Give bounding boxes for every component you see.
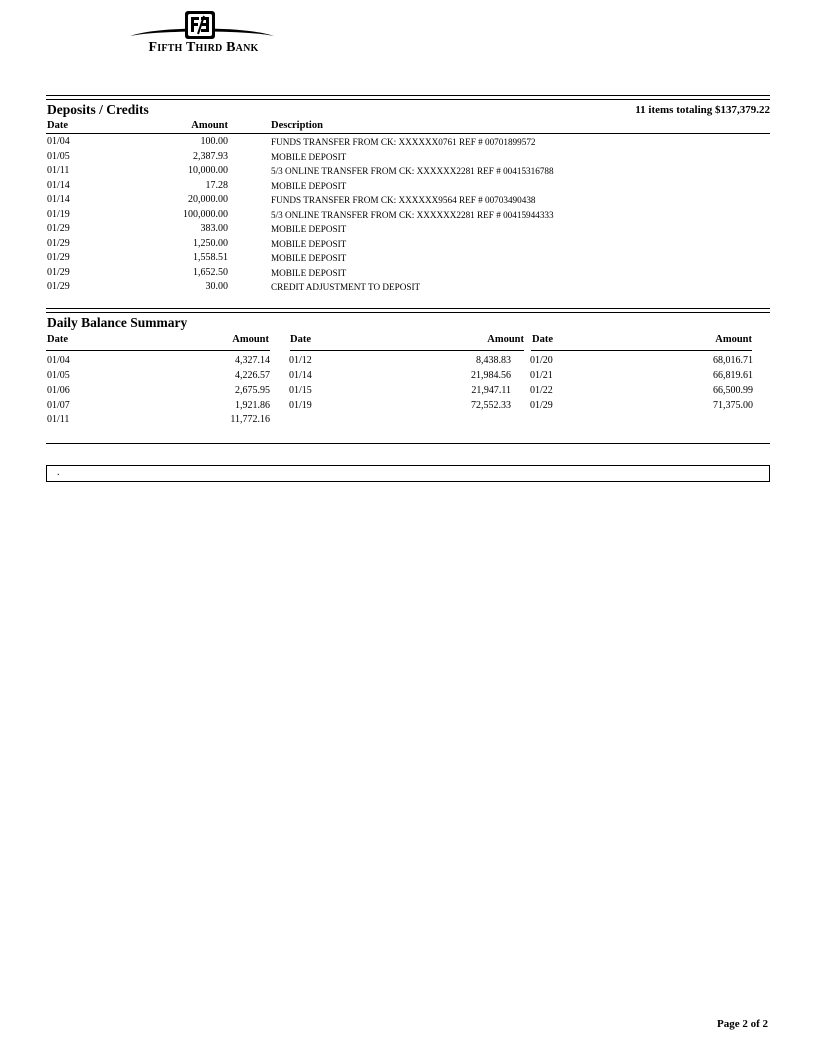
balance-date: 01/20 [530,355,553,366]
deposit-amount: 383.00 [200,223,228,234]
balance-amount-header: Amount [232,334,269,345]
bank-logo-icon [128,10,276,44]
deposits-header-rule [46,133,770,134]
deposits-description-header: Description [271,120,323,131]
deposit-description: MOBILE DEPOSIT [271,151,347,162]
deposit-description: MOBILE DEPOSIT [271,224,347,234]
deposit-description: MOBILE DEPOSIT [271,253,347,263]
page-number: Page 2 of 2 [716,1018,768,1030]
deposits-title: Deposits / Credits [47,102,149,117]
deposit-amount: 20,000.00 [188,194,228,205]
deposit-amount: 1,652.50 [193,266,228,278]
footer-note: . [57,467,60,478]
balance-date: 01/04 [47,355,70,366]
deposit-date: 01/29 [47,252,70,263]
balance-date: 01/21 [530,370,553,381]
deposit-description: FUNDS TRANSFER FROM CK: XXXXXX9564 REF # 00703490438 [271,195,536,205]
balance-amount: 72,552.33 [471,400,511,411]
balance-amount-header: Amount [715,334,752,345]
deposits-summary: 11 items totaling $137,379.22 [635,104,770,116]
balance-date: 01/07 [47,400,70,411]
balance-amount-header: Amount [487,334,524,345]
balance-date-header: Date [532,334,553,345]
deposit-description: MOBILE DEPOSIT [271,238,347,249]
balance-date-header: Date [290,334,311,345]
deposit-description: FUNDS TRANSFER FROM CK: XXXXXX0761 REF # 00701899572 [271,137,536,147]
balance-amount: 66,500.99 [713,385,753,396]
balance-amount: 8,438.83 [476,355,511,366]
balance-header-rule [290,350,524,351]
balance-header-rule [46,350,270,351]
deposit-description: MOBILE DEPOSIT [271,267,347,278]
deposit-amount: 2,387.93 [193,150,228,162]
balance-amount: 1,921.86 [235,400,270,411]
deposit-date: 01/05 [47,150,70,162]
deposit-date: 01/19 [47,208,70,220]
balance-date: 01/11 [47,414,70,425]
deposit-date: 01/29 [47,266,70,278]
balance-date: 01/05 [47,370,70,381]
deposit-amount: 10,000.00 [188,165,228,176]
deposit-amount: 17.28 [205,179,228,191]
balance-date: 01/15 [289,385,312,396]
deposit-date: 01/04 [47,136,70,147]
deposit-date: 01/29 [47,281,70,292]
footer-note-box [46,465,770,482]
deposit-amount: 1,558.51 [193,252,228,263]
deposit-amount: 100,000.00 [183,208,228,220]
balance-amount: 2,675.95 [235,385,270,396]
balance-amount: 21,984.56 [471,370,511,381]
deposit-date: 01/11 [47,165,70,176]
deposit-amount: 100.00 [200,136,228,147]
section-divider [46,308,770,313]
deposit-date: 01/14 [47,194,70,205]
section-end-rule [46,443,770,444]
deposit-date: 01/14 [47,179,70,191]
balance-amount: 11,772.16 [230,414,270,425]
balance-date: 01/22 [530,385,553,396]
balance-title: Daily Balance Summary [47,315,188,330]
deposit-description: CREDIT ADJUSTMENT TO DEPOSIT [271,282,421,292]
balance-date-header: Date [47,334,68,345]
balance-amount: 21,947.11 [471,385,511,396]
deposit-description: MOBILE DEPOSIT [271,180,347,191]
deposit-description: 5/3 ONLINE TRANSFER FROM CK: XXXXXX2281 REF # 00415944333 [271,209,554,220]
deposit-date: 01/29 [47,223,70,234]
balance-date: 01/12 [289,355,312,366]
balance-amount: 68,016.71 [713,355,753,366]
section-divider [46,95,770,100]
bank-logo [128,10,276,56]
deposit-amount: 30.00 [205,281,228,292]
deposits-date-header: Date [47,120,68,131]
balance-date: 01/14 [289,370,312,381]
balance-amount: 4,226.57 [235,370,270,381]
deposit-date: 01/29 [47,237,70,249]
balance-date: 01/19 [289,400,312,411]
deposit-amount: 1,250.00 [193,237,228,249]
balance-date: 01/29 [530,400,553,411]
deposit-description: 5/3 ONLINE TRANSFER FROM CK: XXXXXX2281 REF # 00415316788 [271,166,554,176]
balance-header-rule [531,350,752,351]
balance-amount: 4,327.14 [235,355,270,366]
deposits-amount-header: Amount [191,120,228,131]
bank-name: Fifth Third Bank [148,40,259,55]
balance-amount: 66,819.61 [713,370,753,381]
balance-date: 01/06 [47,385,70,396]
balance-amount: 71,375.00 [713,400,753,411]
